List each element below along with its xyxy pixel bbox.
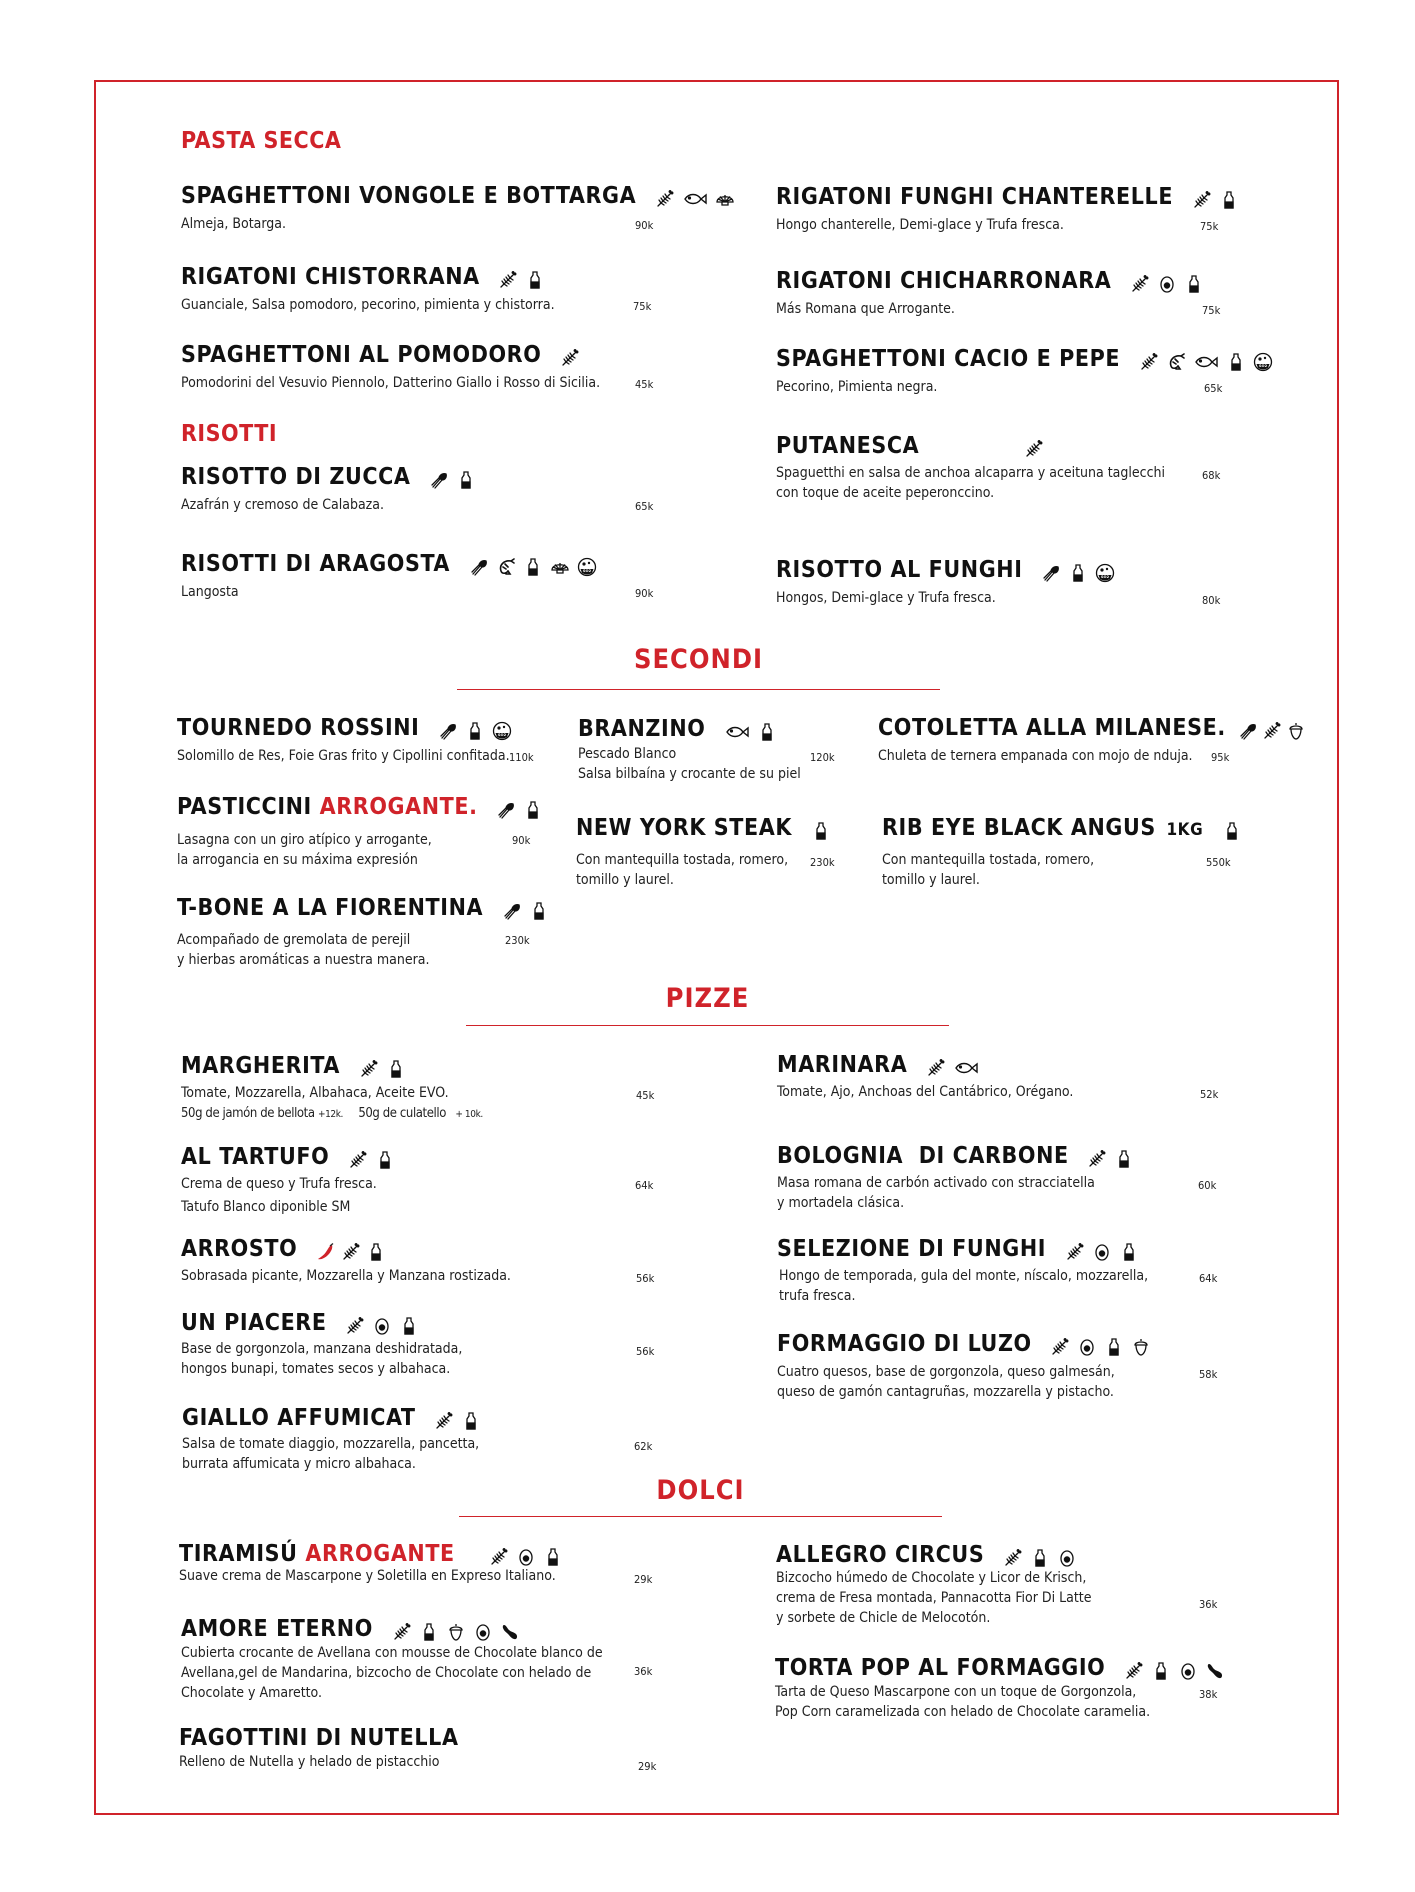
dish-description: Guanciale, Salsa pomodoro, pecorino, pimienta y chistorra.: [181, 297, 555, 313]
so2-icon: [492, 721, 512, 741]
milk-icon: [529, 901, 549, 921]
allergen-icons: [560, 348, 580, 368]
dish-description: Langosta: [181, 584, 239, 600]
milk-icon: [1119, 1242, 1139, 1262]
dish-branzino: [578, 716, 777, 742]
section-title-secondi: SECONDI: [633, 644, 764, 675]
dish-price: 230k: [810, 856, 835, 869]
allergen-icons: [1130, 274, 1204, 294]
milk-icon: [1114, 1149, 1134, 1169]
allergen-icons: [502, 901, 549, 921]
dish-description-line1: Base de gorgonzola, manzana deshidratada,: [181, 1341, 463, 1357]
dish-name: ALLEGRO CIRCUS: [776, 1542, 985, 1568]
dish-price: 36k: [634, 1665, 653, 1678]
allergen-icons: [359, 1059, 406, 1079]
allergen-icons: [345, 1316, 419, 1336]
dish-marinara: [777, 1052, 979, 1078]
milk-icon: [523, 557, 543, 577]
allergen-icons: [1124, 1661, 1225, 1681]
dish-price: 90k: [635, 587, 654, 600]
dish-name: ARROSTO: [181, 1236, 298, 1262]
dish-rigatoni-funghi: [776, 184, 1239, 210]
dish-price: 29k: [634, 1573, 653, 1586]
allergen-icons: [469, 557, 597, 577]
wheat-icon: [1139, 352, 1159, 372]
milk-icon: [1222, 821, 1242, 841]
dish-giallo-affumicat: [182, 1405, 481, 1431]
section-title-dolci: DOLCI: [656, 1475, 745, 1506]
dish-name: RISOTTO AL FUNGHI: [776, 557, 1023, 583]
dish-cacio-e-pepe: [776, 346, 1273, 372]
dish-price: 75k: [1202, 304, 1221, 317]
section-divider: [457, 689, 940, 690]
dish-description-line2: y mortadela clásica.: [777, 1195, 905, 1211]
dish-price: 65k: [635, 500, 654, 513]
wheat-icon: [1050, 1337, 1070, 1357]
dish-price: 38k: [1199, 1688, 1218, 1701]
svg-text:SO2: SO2: [582, 568, 591, 573]
dish-description-line2: crema de Fresa montada, Pannacotta Fior Di Latte: [776, 1590, 1092, 1606]
egg-icon: [1057, 1548, 1077, 1568]
wheat-icon: [1024, 439, 1044, 459]
dish-formaggio-luzo: [777, 1331, 1151, 1357]
so2-icon: [1095, 563, 1115, 583]
dish-price: 29k: [638, 1760, 657, 1773]
dish-name: FORMAGGIO DI LUZO: [777, 1331, 1032, 1357]
dish-description-line1: Cuatro quesos, base de gorgonzola, queso galmesán,: [777, 1364, 1115, 1380]
section-divider: [466, 1025, 949, 1026]
wheat-icon: [489, 1547, 509, 1567]
dish-price: 58k: [1199, 1368, 1218, 1381]
dish-rigatoni-chistorrana: [181, 264, 545, 290]
so2-icon: [577, 557, 597, 577]
allergen-icons: [489, 1547, 563, 1567]
allergen-icons: [1238, 721, 1306, 741]
fish-icon: [953, 1058, 979, 1078]
dish-description: Almeja, Botarga.: [181, 216, 286, 232]
dish-description-line2: hongos bunapi, tomates secos y albahaca.: [181, 1361, 451, 1377]
allergen-icons: [811, 821, 831, 841]
dish-description-line3: Chocolate y Amaretto.: [181, 1685, 323, 1701]
wheat-icon: [1003, 1548, 1023, 1568]
allergen-icons: [1050, 1337, 1151, 1357]
allergen-icons: [496, 800, 543, 820]
dish-arrosto: [181, 1236, 386, 1262]
dish-description-line2: burrata affumicata y micro albahaca.: [182, 1456, 416, 1472]
dish-name: RIB EYE BLACK ANGUS: [882, 815, 1156, 841]
dish-cotoletta-milanese: [878, 715, 1306, 741]
section-divider: [459, 1516, 942, 1517]
allergen-icons: [724, 722, 777, 742]
dish-name: RIGATONI CHISTORRANA: [181, 264, 480, 290]
dish-description-line1: Spaguetthi en salsa de anchoa alcaparra y aceituna taglecchi: [776, 465, 1165, 481]
dish-description-line1: Salsa de tomate diaggio, mozzarella, pancetta,: [182, 1436, 480, 1452]
chili-icon: [316, 1242, 336, 1262]
dish-risotto-zucca: [181, 464, 476, 490]
dish-price: 230k: [505, 934, 530, 947]
dish-name: MARGHERITA: [181, 1053, 340, 1079]
milk-icon: [1184, 274, 1204, 294]
dish-name: SPAGHETTONI CACIO E PEPE: [776, 346, 1121, 372]
nut-icon: [1286, 721, 1306, 741]
dish-description-line1: Crema de queso y Trufa fresca.: [181, 1176, 377, 1192]
dish-risotti-aragosta: [181, 551, 597, 577]
allergen-icons: [498, 270, 545, 290]
allergen-icons: [434, 1411, 481, 1431]
allergen-icons: [438, 721, 512, 741]
dish-description-line1: Lasagna con un giro atípico y arrogante,: [177, 832, 432, 848]
dish-description-line2: Avellana,gel de Mandarina, bizcocho de Chocolate con helado de: [181, 1665, 592, 1681]
wheat-icon: [1124, 1661, 1144, 1681]
dish-name: BRANZINO: [578, 716, 706, 742]
extra-option-label: 50g de culatello: [358, 1106, 446, 1121]
category-risotti: RISOTTI: [181, 421, 278, 447]
milk-icon: [456, 470, 476, 490]
dish-price: 45k: [636, 1089, 655, 1102]
dish-description-line1: Cubierta crocante de Avellana con mousse de Chocolate blanco de: [181, 1645, 603, 1661]
nut-icon: [446, 1622, 466, 1642]
so2-icon: [1253, 352, 1273, 372]
milk-icon: [1068, 563, 1088, 583]
dish-fagottini-nutella: [179, 1725, 459, 1751]
milk-icon: [366, 1242, 386, 1262]
allergen-icons: [1139, 352, 1273, 372]
wheat-icon: [926, 1058, 946, 1078]
wheat-icon: [498, 270, 518, 290]
milk-icon: [543, 1547, 563, 1567]
dish-name-accent: ARROGANTE: [305, 1541, 455, 1567]
dish-name: SELEZIONE DI FUNGHI: [777, 1236, 1047, 1262]
celery-icon: [496, 800, 516, 820]
shrimp-icon: [496, 557, 516, 577]
dish-description-line1: Acompañado de gremolata de perejil: [177, 932, 411, 948]
allergen-icons: [1087, 1149, 1134, 1169]
dish-price: 52k: [1200, 1088, 1219, 1101]
wheat-icon: [341, 1242, 361, 1262]
dish-description-line1: Con mantequilla tostada, romero,: [882, 852, 1095, 868]
dish-price: 110k: [509, 751, 534, 764]
milk-icon: [525, 270, 545, 290]
wheat-icon: [434, 1411, 454, 1431]
dish-description-line1: Pescado Blanco: [578, 746, 677, 762]
dish-price: 65k: [1204, 382, 1223, 395]
allergen-icons: [1192, 190, 1239, 210]
extra-option-price: +12k.: [317, 1109, 344, 1120]
dish-price: 36k: [1199, 1598, 1218, 1611]
dish-price: 60k: [1198, 1179, 1217, 1192]
dish-name: GIALLO AFFUMICAT: [182, 1405, 416, 1431]
category-pasta-secca: PASTA SECCA: [181, 128, 342, 154]
dish-description-line2: con toque de aceite peperonccino.: [776, 485, 995, 501]
allergen-icons: [926, 1058, 979, 1078]
dish-risotto-funghi: [776, 557, 1115, 583]
milk-icon: [461, 1411, 481, 1431]
dish-description-line3: y sorbete de Chicle de Melocotón.: [776, 1610, 991, 1626]
dish-description: Tomate, Ajo, Anchoas del Cantábrico, Orégano.: [777, 1084, 1074, 1100]
milk-icon: [757, 722, 777, 742]
celery-icon: [502, 901, 522, 921]
dish-description: Tomate, Mozzarella, Albahaca, Aceite EVO.: [181, 1085, 449, 1101]
celery-icon: [469, 557, 489, 577]
dish-description-line2: Tatufo Blanco diponible SM: [181, 1199, 351, 1215]
dish-price: 56k: [636, 1345, 655, 1358]
dish-price: 90k: [635, 219, 654, 232]
peanut-icon: [500, 1622, 520, 1642]
dish-name: AMORE ETERNO: [181, 1616, 373, 1642]
fish-icon: [1193, 352, 1219, 372]
dish-name: PASTICCINI: [177, 794, 320, 820]
dish-name: TIRAMISÚ: [179, 1541, 306, 1567]
wheat-icon: [655, 189, 675, 209]
dish-description: Relleno de Nutella y helado de pistacchio: [179, 1754, 440, 1770]
dish-spaghettoni-vongole: [181, 183, 735, 209]
dish-price: 550k: [1206, 856, 1231, 869]
dish-description: Solomillo de Res, Foie Gras frito y Cipollini confitada.: [177, 748, 510, 764]
dish-name-weight: 1KG: [1166, 820, 1204, 840]
dish-name: RIGATONI CHICHARRONARA: [776, 268, 1112, 294]
dish-margherita: [181, 1053, 406, 1079]
milk-icon: [419, 1622, 439, 1642]
dish-description-line2: Salsa bilbaína y crocante de su piel: [578, 766, 801, 782]
egg-icon: [1077, 1337, 1097, 1357]
allergen-icons: [392, 1622, 520, 1642]
dish-description: Pomodorini del Vesuvio Piennolo, Datterino Giallo i Rosso di Sicilia.: [181, 375, 601, 391]
peanut-icon: [1205, 1661, 1225, 1681]
allergen-icons: [429, 470, 476, 490]
dish-name: TORTA POP AL FORMAGGIO: [775, 1655, 1106, 1681]
dish-spaghettoni-pomodoro: [181, 342, 580, 368]
dish-putanesca: [776, 433, 1044, 459]
milk-icon: [375, 1150, 395, 1170]
fish-icon: [724, 722, 750, 742]
allergen-icons: [1041, 563, 1115, 583]
dish-price: 75k: [633, 300, 652, 313]
dish-t-bone: [177, 895, 549, 921]
milk-icon: [811, 821, 831, 841]
celery-icon: [1238, 721, 1258, 741]
allergen-icons: [316, 1242, 386, 1262]
egg-icon: [1157, 274, 1177, 294]
dish-rib-eye: [882, 815, 1242, 841]
dish-name: MARINARA: [777, 1052, 908, 1078]
allergen-icons: [1024, 439, 1044, 459]
dish-name: SPAGHETTONI VONGOLE E BOTTARGA: [181, 183, 637, 209]
dish-selezione-funghi: [777, 1236, 1139, 1262]
dish-name: UN PIACERE: [181, 1310, 327, 1336]
dish-description-line1: Masa romana de carbón activado con stracciatella: [777, 1175, 1095, 1191]
milk-icon: [465, 721, 485, 741]
dish-price: 64k: [1199, 1272, 1218, 1285]
dish-rigatoni-chicharronara: [776, 268, 1204, 294]
dish-name: TOURNEDO ROSSINI: [177, 715, 420, 741]
allergen-icons: [1222, 821, 1242, 841]
dish-price: 95k: [1211, 751, 1230, 764]
dish-description: Suave crema de Mascarpone y Soletilla en Expreso Italiano.: [179, 1568, 556, 1584]
dish-description: Más Romana que Arrogante.: [776, 301, 955, 317]
egg-icon: [1092, 1242, 1112, 1262]
dish-name: FAGOTTINI DI NUTELLA: [179, 1725, 459, 1751]
dish-description: Hongo chanterelle, Demi-glace y Trufa fresca.: [776, 217, 1064, 233]
dish-al-tartufo: [181, 1144, 395, 1170]
dish-name: SPAGHETTONI AL POMODORO: [181, 342, 542, 368]
egg-icon: [372, 1316, 392, 1336]
milk-icon: [1226, 352, 1246, 372]
egg-icon: [473, 1622, 493, 1642]
dish-torta-pop: [775, 1655, 1225, 1681]
celery-icon: [1041, 563, 1061, 583]
egg-icon: [516, 1547, 536, 1567]
svg-text:SO2: SO2: [497, 732, 507, 737]
milk-icon: [386, 1059, 406, 1079]
dish-name: COTOLETTA ALLA MILANESE.: [878, 715, 1226, 741]
milk-icon: [1219, 190, 1239, 210]
dish-tiramisu: [179, 1541, 563, 1567]
dish-bolognia-carbone: [777, 1143, 1134, 1169]
celery-icon: [429, 470, 449, 490]
milk-icon: [523, 800, 543, 820]
shell-icon: [550, 557, 570, 577]
fish-icon: [682, 189, 708, 209]
dish-price: 62k: [634, 1440, 653, 1453]
celery-icon: [438, 721, 458, 741]
svg-text:SO2: SO2: [1101, 574, 1110, 579]
allergen-icons: [1065, 1242, 1139, 1262]
wheat-icon: [560, 348, 580, 368]
dish-description-line2: trufa fresca.: [779, 1288, 856, 1304]
wheat-icon: [1065, 1242, 1085, 1262]
nut-icon: [1131, 1337, 1151, 1357]
svg-text:SO2: SO2: [1258, 363, 1267, 368]
dish-description: Chuleta de ternera empanada con mojo de nduja.: [878, 748, 1193, 764]
dish-new-york-steak: [576, 815, 831, 841]
dish-description-line2: Pop Corn caramelizada con helado de Chocolate caramelia.: [775, 1704, 1151, 1720]
dish-price: 45k: [635, 378, 654, 391]
dish-description-line1: Con mantequilla tostada, romero,: [576, 852, 789, 868]
dish-description-line2: tomillo y laurel.: [882, 872, 980, 888]
dish-allegro-circus: [776, 1542, 1077, 1568]
wheat-icon: [1087, 1149, 1107, 1169]
dish-name-accent: ARROGANTE.: [319, 794, 478, 820]
dish-price: 75k: [1200, 220, 1219, 233]
dish-description: Hongos, Demi-glace y Trufa fresca.: [776, 590, 996, 606]
dish-price: 56k: [636, 1272, 655, 1285]
dish-description-line1: Bizcocho húmedo de Chocolate y Licor de Krisch,: [776, 1570, 1087, 1586]
dish-description: Pecorino, Pimienta negra.: [776, 379, 938, 395]
allergen-icons: [1003, 1548, 1077, 1568]
dish-description-line1: Tarta de Queso Mascarpone con un toque de Gorgonzola,: [775, 1684, 1137, 1700]
dish-description-line2: la arrogancia en su máxima expresión: [177, 852, 418, 868]
dish-description: Azafrán y cremoso de Calabaza.: [181, 497, 385, 513]
dish-name: RIGATONI FUNGHI CHANTERELLE: [776, 184, 1174, 210]
dish-description-line2: queso de gamón cantagruñas, mozzarella y pistacho.: [777, 1384, 1114, 1400]
extra-option-label: 50g de jamón de bellota: [181, 1106, 315, 1121]
dish-price: 68k: [1202, 469, 1221, 482]
dish-extra-option: [181, 1104, 483, 1125]
dish-name: T-BONE A LA FIORENTINA: [177, 895, 484, 921]
milk-icon: [1104, 1337, 1124, 1357]
dish-pasticcini-arrogante: [177, 794, 543, 820]
allergen-icons: [655, 189, 735, 209]
dish-description: Sobrasada picante, Mozzarella y Manzana rostizada.: [181, 1268, 511, 1284]
dish-un-piacere: [181, 1310, 419, 1336]
egg-icon: [1178, 1661, 1198, 1681]
dish-tournedo-rossini: [177, 715, 512, 741]
dish-name: NEW YORK STEAK: [576, 815, 793, 841]
dish-description-line2: y hierbas aromáticas a nuestra manera.: [177, 952, 430, 968]
dish-price: 120k: [810, 751, 835, 764]
dish-amore-eterno: [181, 1616, 520, 1642]
milk-icon: [399, 1316, 419, 1336]
dish-name: RISOTTO DI ZUCCA: [181, 464, 411, 490]
dish-name: PUTANESCA: [776, 433, 920, 459]
section-title-pizze: PIZZE: [665, 983, 750, 1014]
wheat-icon: [1130, 274, 1150, 294]
dish-price: 90k: [512, 834, 531, 847]
dish-name: RISOTTI DI ARAGOSTA: [181, 551, 451, 577]
dish-price: 80k: [1202, 594, 1221, 607]
dish-name: AL TARTUFO: [181, 1144, 330, 1170]
shrimp-icon: [1166, 352, 1186, 372]
shell-icon: [715, 189, 735, 209]
wheat-icon: [1192, 190, 1212, 210]
wheat-icon: [348, 1150, 368, 1170]
milk-icon: [1151, 1661, 1171, 1681]
extra-option-price: + 10k.: [455, 1109, 483, 1120]
milk-icon: [1030, 1548, 1050, 1568]
wheat-icon: [359, 1059, 379, 1079]
dish-price: 64k: [635, 1179, 654, 1192]
dish-description-line1: Hongo de temporada, gula del monte, níscalo, mozzarella,: [779, 1268, 1149, 1284]
wheat-icon: [392, 1622, 412, 1642]
dish-name: BOLOGNIA DI CARBONE: [777, 1143, 1069, 1169]
allergen-icons: [348, 1150, 395, 1170]
wheat-icon: [345, 1316, 365, 1336]
dish-description-line2: tomillo y laurel.: [576, 872, 674, 888]
wheat-icon: [1262, 721, 1282, 741]
